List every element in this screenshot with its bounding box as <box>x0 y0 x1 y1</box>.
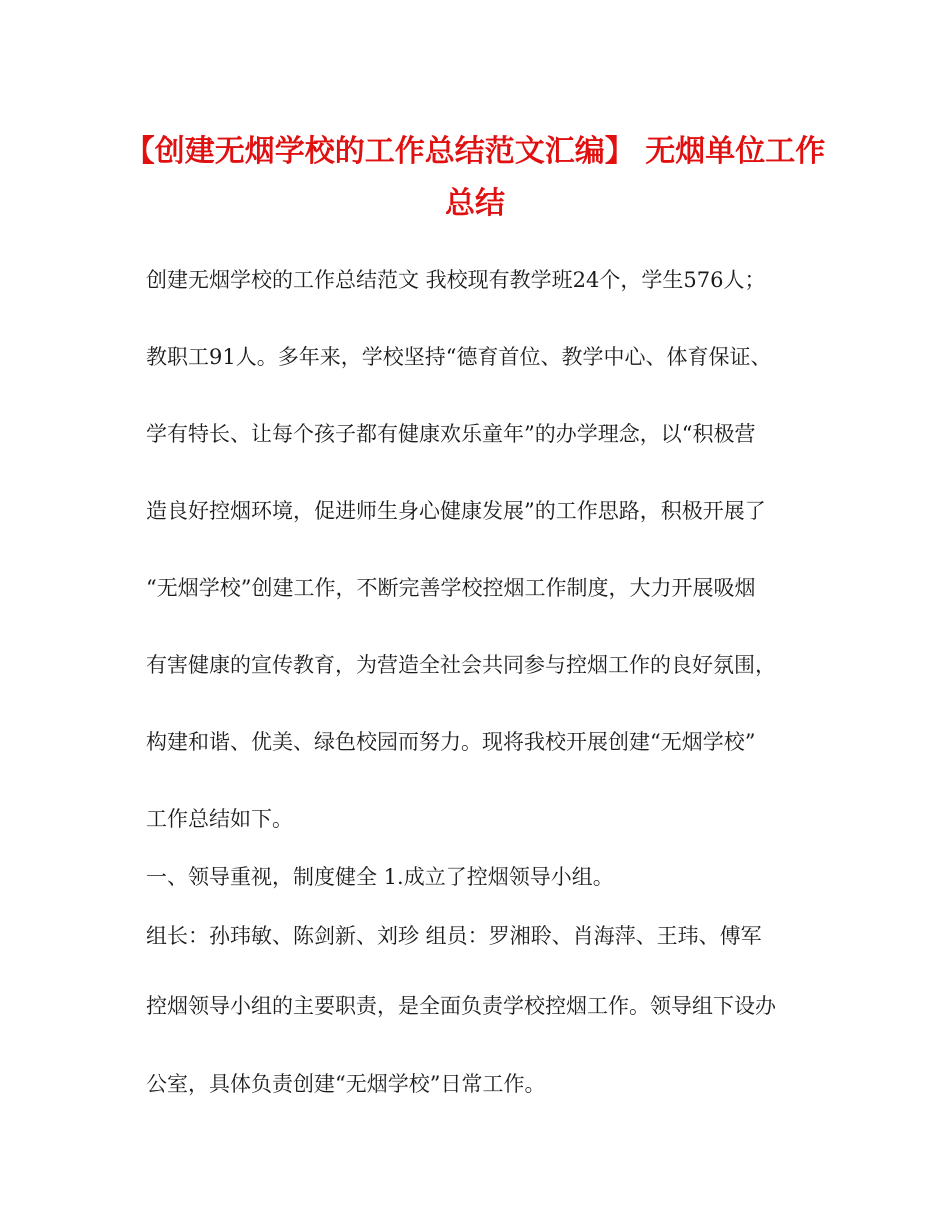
body-line-12: 公室，具体负责创建“无烟学校”日常工作。 <box>146 1072 546 1096</box>
body-line-1: 创建无烟学校的工作总结范文 我校现有教学班24个，学生576人； <box>146 268 766 292</box>
body-line-11: 控烟领导小组的主要职责，是全面负责学校控烟工作。领导组下设办 <box>146 994 776 1018</box>
body-line-7: 构建和谐、优美、绿色校园而努力。现将我校开展创建“无烟学校” <box>146 730 756 754</box>
body-line-10: 组长：孙玮敏、陈剑新、刘珍 组员：罗湘聆、肖海萍、王玮、傅军 <box>146 924 762 948</box>
body-line-8: 工作总结如下。 <box>146 807 293 831</box>
body-line-3: 学有特长、让每个孩子都有健康欢乐童年”的办学理念，以“积极营 <box>146 422 756 446</box>
document-title: 【创建无烟学校的工作总结范文汇编】 无烟单位工作总结 <box>124 134 826 221</box>
body-line-5: “无烟学校”创建工作，不断完善学校控烟工作制度，大力开展吸烟 <box>146 576 756 600</box>
body-line-6: 有害健康的宣传教育，为营造全社会共同参与控烟工作的良好氛围， <box>146 653 776 677</box>
body-line-4: 造良好控烟环境，促进师生身心健康发展”的工作思路，积极开展了 <box>146 499 766 523</box>
body-line-2: 教职工91人。多年来，学校坚持“德育首位、教学中心、体育保证、 <box>146 345 772 369</box>
section-heading-line: 一、领导重视，制度健全 1.成立了控烟领导小组。 <box>146 865 614 889</box>
